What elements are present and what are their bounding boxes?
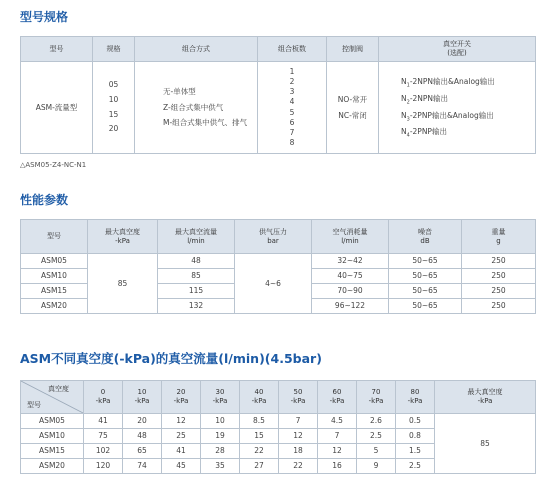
- level-value: 20: [176, 388, 186, 397]
- perf-header-unit: l/min: [187, 236, 205, 245]
- level-unit: -kPa: [173, 397, 189, 405]
- perf-header-unit: bar: [267, 236, 279, 245]
- perf-noise: 50~65: [389, 254, 462, 269]
- boards-list: [258, 62, 327, 154]
- level-header: [240, 381, 279, 414]
- level-unit: -kPa: [407, 397, 423, 405]
- level-header: [123, 381, 162, 414]
- flow-value: 12: [162, 414, 201, 429]
- perf-header-label: 重量: [491, 227, 506, 236]
- board-item: 6: [289, 117, 295, 127]
- flow-value: 27: [240, 459, 279, 474]
- perf-header-unit: -kPa: [115, 236, 130, 245]
- level-unit: -kPa: [251, 397, 267, 405]
- header-boards: 组合板数: [258, 37, 327, 62]
- switch-item: $N_4-2PNP$输出: [401, 127, 447, 139]
- level-value: 80: [410, 388, 420, 397]
- section-title-flow-by-vacuum: ASM不同真空度(-kPa)的真空流量(l/min)(4.5bar): [20, 351, 322, 366]
- combo-item: Z-组合式集中供气: [163, 102, 224, 112]
- flow-value: 2.6: [357, 414, 396, 429]
- flow-model: ASM05: [21, 414, 84, 429]
- board-item: 3: [289, 87, 295, 97]
- spec-item: 15: [108, 109, 119, 119]
- flow-value: 9: [357, 459, 396, 474]
- board-item: 5: [289, 107, 295, 117]
- flow-value: 22: [279, 459, 318, 474]
- perf-model: ASM20: [21, 299, 88, 314]
- switch-item: $N_1-2NPN$输出&Analog输出: [401, 77, 495, 89]
- perf-flow: 48: [158, 254, 235, 269]
- combo-item: M-组合式集中供气、排气: [163, 118, 248, 128]
- level-unit: -kPa: [368, 397, 384, 405]
- perf-header-label: 最大真空流量: [175, 227, 217, 236]
- corner-vacuum-label: 真空度: [48, 385, 69, 393]
- level-header: [279, 381, 318, 414]
- flow-value: 2.5: [357, 429, 396, 444]
- flow-value: 20: [123, 414, 162, 429]
- performance-table: [20, 219, 536, 314]
- board-item: 4: [289, 97, 295, 107]
- flow-value: 4.5: [318, 414, 357, 429]
- flow-value: 5: [357, 444, 396, 459]
- level-value: 10: [137, 388, 147, 397]
- flow-value: 18: [279, 444, 318, 459]
- level-header: [357, 381, 396, 414]
- combo-list: [135, 62, 258, 154]
- max-vacuum-header: [435, 381, 536, 414]
- header-model: 型号: [21, 37, 93, 62]
- switch-item: $N_3-2PNP$输出&Analog输出: [401, 110, 494, 122]
- perf-flow: 115: [158, 284, 235, 299]
- level-header: [162, 381, 201, 414]
- valve-list: [327, 62, 379, 154]
- corner-header: [21, 381, 84, 414]
- perf-air: 32~42: [312, 254, 389, 269]
- perf-air: 40~75: [312, 269, 389, 284]
- flow-value: 41: [162, 444, 201, 459]
- order-example-note: △ASM05-Z4-NC-N1: [20, 161, 87, 169]
- max-vacuum-unit: -kPa: [477, 397, 493, 405]
- perf-header-label: 最大真空度: [105, 227, 140, 236]
- perf-header-model-label: 型号: [47, 232, 61, 241]
- level-unit: -kPa: [134, 397, 150, 405]
- level-unit: -kPa: [212, 397, 228, 405]
- flow-value: 65: [123, 444, 162, 459]
- spec-item: 05: [108, 80, 119, 90]
- flow-value: 75: [84, 429, 123, 444]
- perf-flow: 132: [158, 299, 235, 314]
- perf-header-model: [21, 220, 88, 254]
- model-spec-table: [20, 36, 536, 154]
- perf-weight: 250: [462, 254, 536, 269]
- board-item: 8: [289, 137, 295, 147]
- flow-value: 15: [240, 429, 279, 444]
- combo-item: 无-单体型: [163, 86, 196, 96]
- section-title-model-spec: 型号规格: [20, 10, 69, 24]
- perf-weight: 250: [462, 284, 536, 299]
- corner-model-label: 型号: [27, 401, 41, 410]
- level-header: [201, 381, 240, 414]
- flow-value: 2.5: [396, 459, 435, 474]
- flow-value: 12: [279, 429, 318, 444]
- spec-item: 10: [108, 94, 119, 104]
- level-unit: -kPa: [290, 397, 306, 405]
- perf-flow: 85: [158, 269, 235, 284]
- max-vacuum-label: 最大真空度: [467, 388, 503, 397]
- level-header: [396, 381, 435, 414]
- perf-header-label: 供气压力: [259, 227, 287, 236]
- level-header: [318, 381, 357, 414]
- flow-value: 1.5: [396, 444, 435, 459]
- model-cell: ASM-流量型: [21, 62, 93, 154]
- flow-value: 48: [123, 429, 162, 444]
- flow-value: 25: [162, 429, 201, 444]
- level-value: 70: [371, 388, 381, 397]
- header-combo: 组合方式: [135, 37, 258, 62]
- flow-value: 74: [123, 459, 162, 474]
- flow-value: 7: [279, 414, 318, 429]
- perf-header-max-vacuum: [88, 220, 158, 254]
- perf-air: 96~122: [312, 299, 389, 314]
- header-switch: 真空开关 (选配): [379, 37, 536, 62]
- table-row: [21, 414, 536, 429]
- flow-value: 102: [84, 444, 123, 459]
- level-value: 0: [100, 388, 106, 397]
- perf-header-unit: dB: [420, 236, 430, 245]
- spec-item: 20: [108, 124, 119, 134]
- switch-item: $N_2-2NPN$输出: [401, 93, 449, 106]
- flow-value: 0.5: [396, 414, 435, 429]
- flow-value: 28: [201, 444, 240, 459]
- level-unit: -kPa: [329, 397, 345, 405]
- perf-noise: 50~65: [389, 269, 462, 284]
- perf-header-unit: g: [496, 236, 501, 245]
- section-title-performance: 性能参数: [20, 193, 69, 207]
- board-item: 7: [289, 127, 295, 137]
- perf-header-supply: [235, 220, 312, 254]
- flow-value: 35: [201, 459, 240, 474]
- header-valve: 控制阀: [327, 37, 379, 62]
- header-spec: 规格: [93, 37, 135, 62]
- perf-model: ASM10: [21, 269, 88, 284]
- perf-model: ASM15: [21, 284, 88, 299]
- perf-header-air: [312, 220, 389, 254]
- perf-supply: 4~6: [235, 254, 312, 314]
- perf-header-unit: l/min: [341, 236, 359, 245]
- flow-value: 22: [240, 444, 279, 459]
- level-value: 50: [293, 388, 303, 397]
- level-value: 60: [332, 388, 342, 397]
- perf-header-label: 空气消耗量: [332, 227, 368, 236]
- flow-model: ASM10: [21, 429, 84, 444]
- level-value: 40: [254, 388, 264, 397]
- flow-value: 7: [318, 429, 357, 444]
- perf-max-vacuum: 85: [88, 254, 158, 314]
- perf-air: 70~90: [312, 284, 389, 299]
- perf-model: ASM05: [21, 254, 88, 269]
- spec-list: [93, 62, 135, 154]
- table-row: [21, 254, 536, 269]
- perf-noise: 50~65: [389, 284, 462, 299]
- flow-value: 8.5: [240, 414, 279, 429]
- flow-value: 120: [84, 459, 123, 474]
- valve-item: NC-常闭: [338, 110, 367, 120]
- board-item: 2: [289, 77, 295, 87]
- perf-header-noise: [389, 220, 462, 254]
- perf-weight: 250: [462, 299, 536, 314]
- flow-value: 10: [201, 414, 240, 429]
- level-unit: -kPa: [95, 397, 111, 405]
- level-value: 30: [215, 388, 225, 397]
- perf-noise: 50~65: [389, 299, 462, 314]
- perf-header-label: 噪音: [418, 227, 432, 236]
- flow-max-vacuum: 85: [435, 414, 536, 474]
- flow-model: ASM20: [21, 459, 84, 474]
- switch-list: [379, 62, 536, 154]
- perf-header-max-flow: [158, 220, 235, 254]
- board-item: 1: [289, 67, 295, 76]
- flow-value: 0.8: [396, 429, 435, 444]
- flow-value: 12: [318, 444, 357, 459]
- flow-model: ASM15: [21, 444, 84, 459]
- level-header: [84, 381, 123, 414]
- valve-item: NO-常开: [337, 94, 368, 104]
- flow-value: 19: [201, 429, 240, 444]
- flow-value: 41: [84, 414, 123, 429]
- flow-value: 45: [162, 459, 201, 474]
- perf-header-weight: [462, 220, 536, 254]
- flow-value: 16: [318, 459, 357, 474]
- perf-weight: 250: [462, 269, 536, 284]
- flow-by-vacuum-table: [20, 380, 536, 474]
